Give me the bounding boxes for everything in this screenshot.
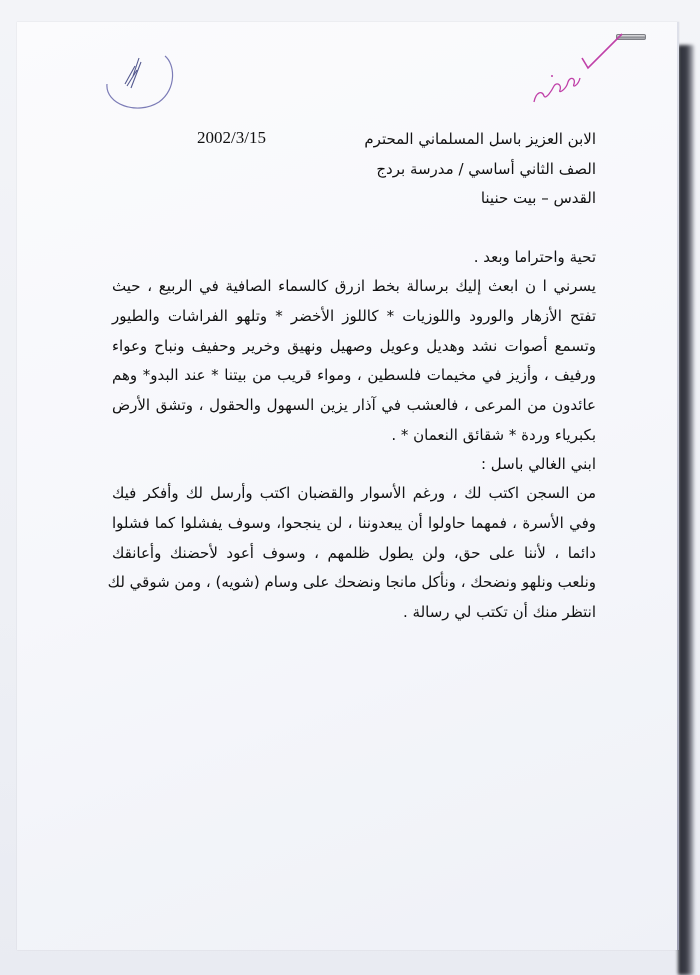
paragraph2-line: دائما ، لأننا على حق، ولن يطول ظلمهم ، وسوف أعود لأحضنك وأعانقك [112,544,596,562]
paragraph2-line: ونلعب ونلهو ونضحك ، ونأكل مانجا ونضحك على وسام (شويه) ، ومن شوقي لك [107,573,596,591]
circled-page-number-annotation [97,44,187,114]
page-edge [677,22,679,950]
page-shadow [678,45,694,975]
paragraph1-line: وتسمع أصوات نشد وهديل وعويل وصهيل ونهيق وخرير وحفيف ونباح وعواء [112,337,596,355]
paragraph1-line: بكبرياء وردة * شقائق النعمان * . [391,426,596,444]
paragraph1-line: تفتح الأزهار والورود واللوزيات * كاللوز الأخضر * وتلهو الفراشات والطيور [112,307,596,325]
letter-date: 2002/3/15 [197,128,266,147]
paragraph1-line: عائدون من المرعى ، فالعشب في آذار يزين السهول والحقول ، وتشق الأرض [112,396,596,414]
paragraph1-line: يسرني ا ن ابعث إليك برسالة بخط ازرق كالسماء الصافية في الربيع ، حيث [112,277,596,295]
recipient-name: الابن العزيز باسل المسلماني المحترم [364,130,596,148]
reviewer-checkmark-annotation [522,30,642,110]
paragraph2-line: من السجن اكتب لك ، ورغم الأسوار والقضبان اكتب وأرسل لك وأفكر فيك [112,484,596,502]
letter-page [17,22,679,950]
paragraph2-line: انتظر منك أن تكتب لي رسالة . [403,603,596,621]
recipient-location: القدس – بيت حنينا [480,189,596,207]
recipient-school: الصف الثاني أساسي / مدرسة بردج [376,160,596,178]
paragraph2-line: وفي الأسرة ، فمهما حاولوا أن يبعدوننا ، لن ينجحوا، وسوف يفشلوا كما فشلوا [112,514,596,532]
salutation: ابني الغالي باسل : [480,455,596,473]
paragraph1-line: ورفيف ، وأزيز في مخيمات فلسطين ، ومواء قريب من بيتنا * عند البدو* وهم [112,366,596,384]
greeting: تحية واحتراما وبعد . [473,248,596,266]
